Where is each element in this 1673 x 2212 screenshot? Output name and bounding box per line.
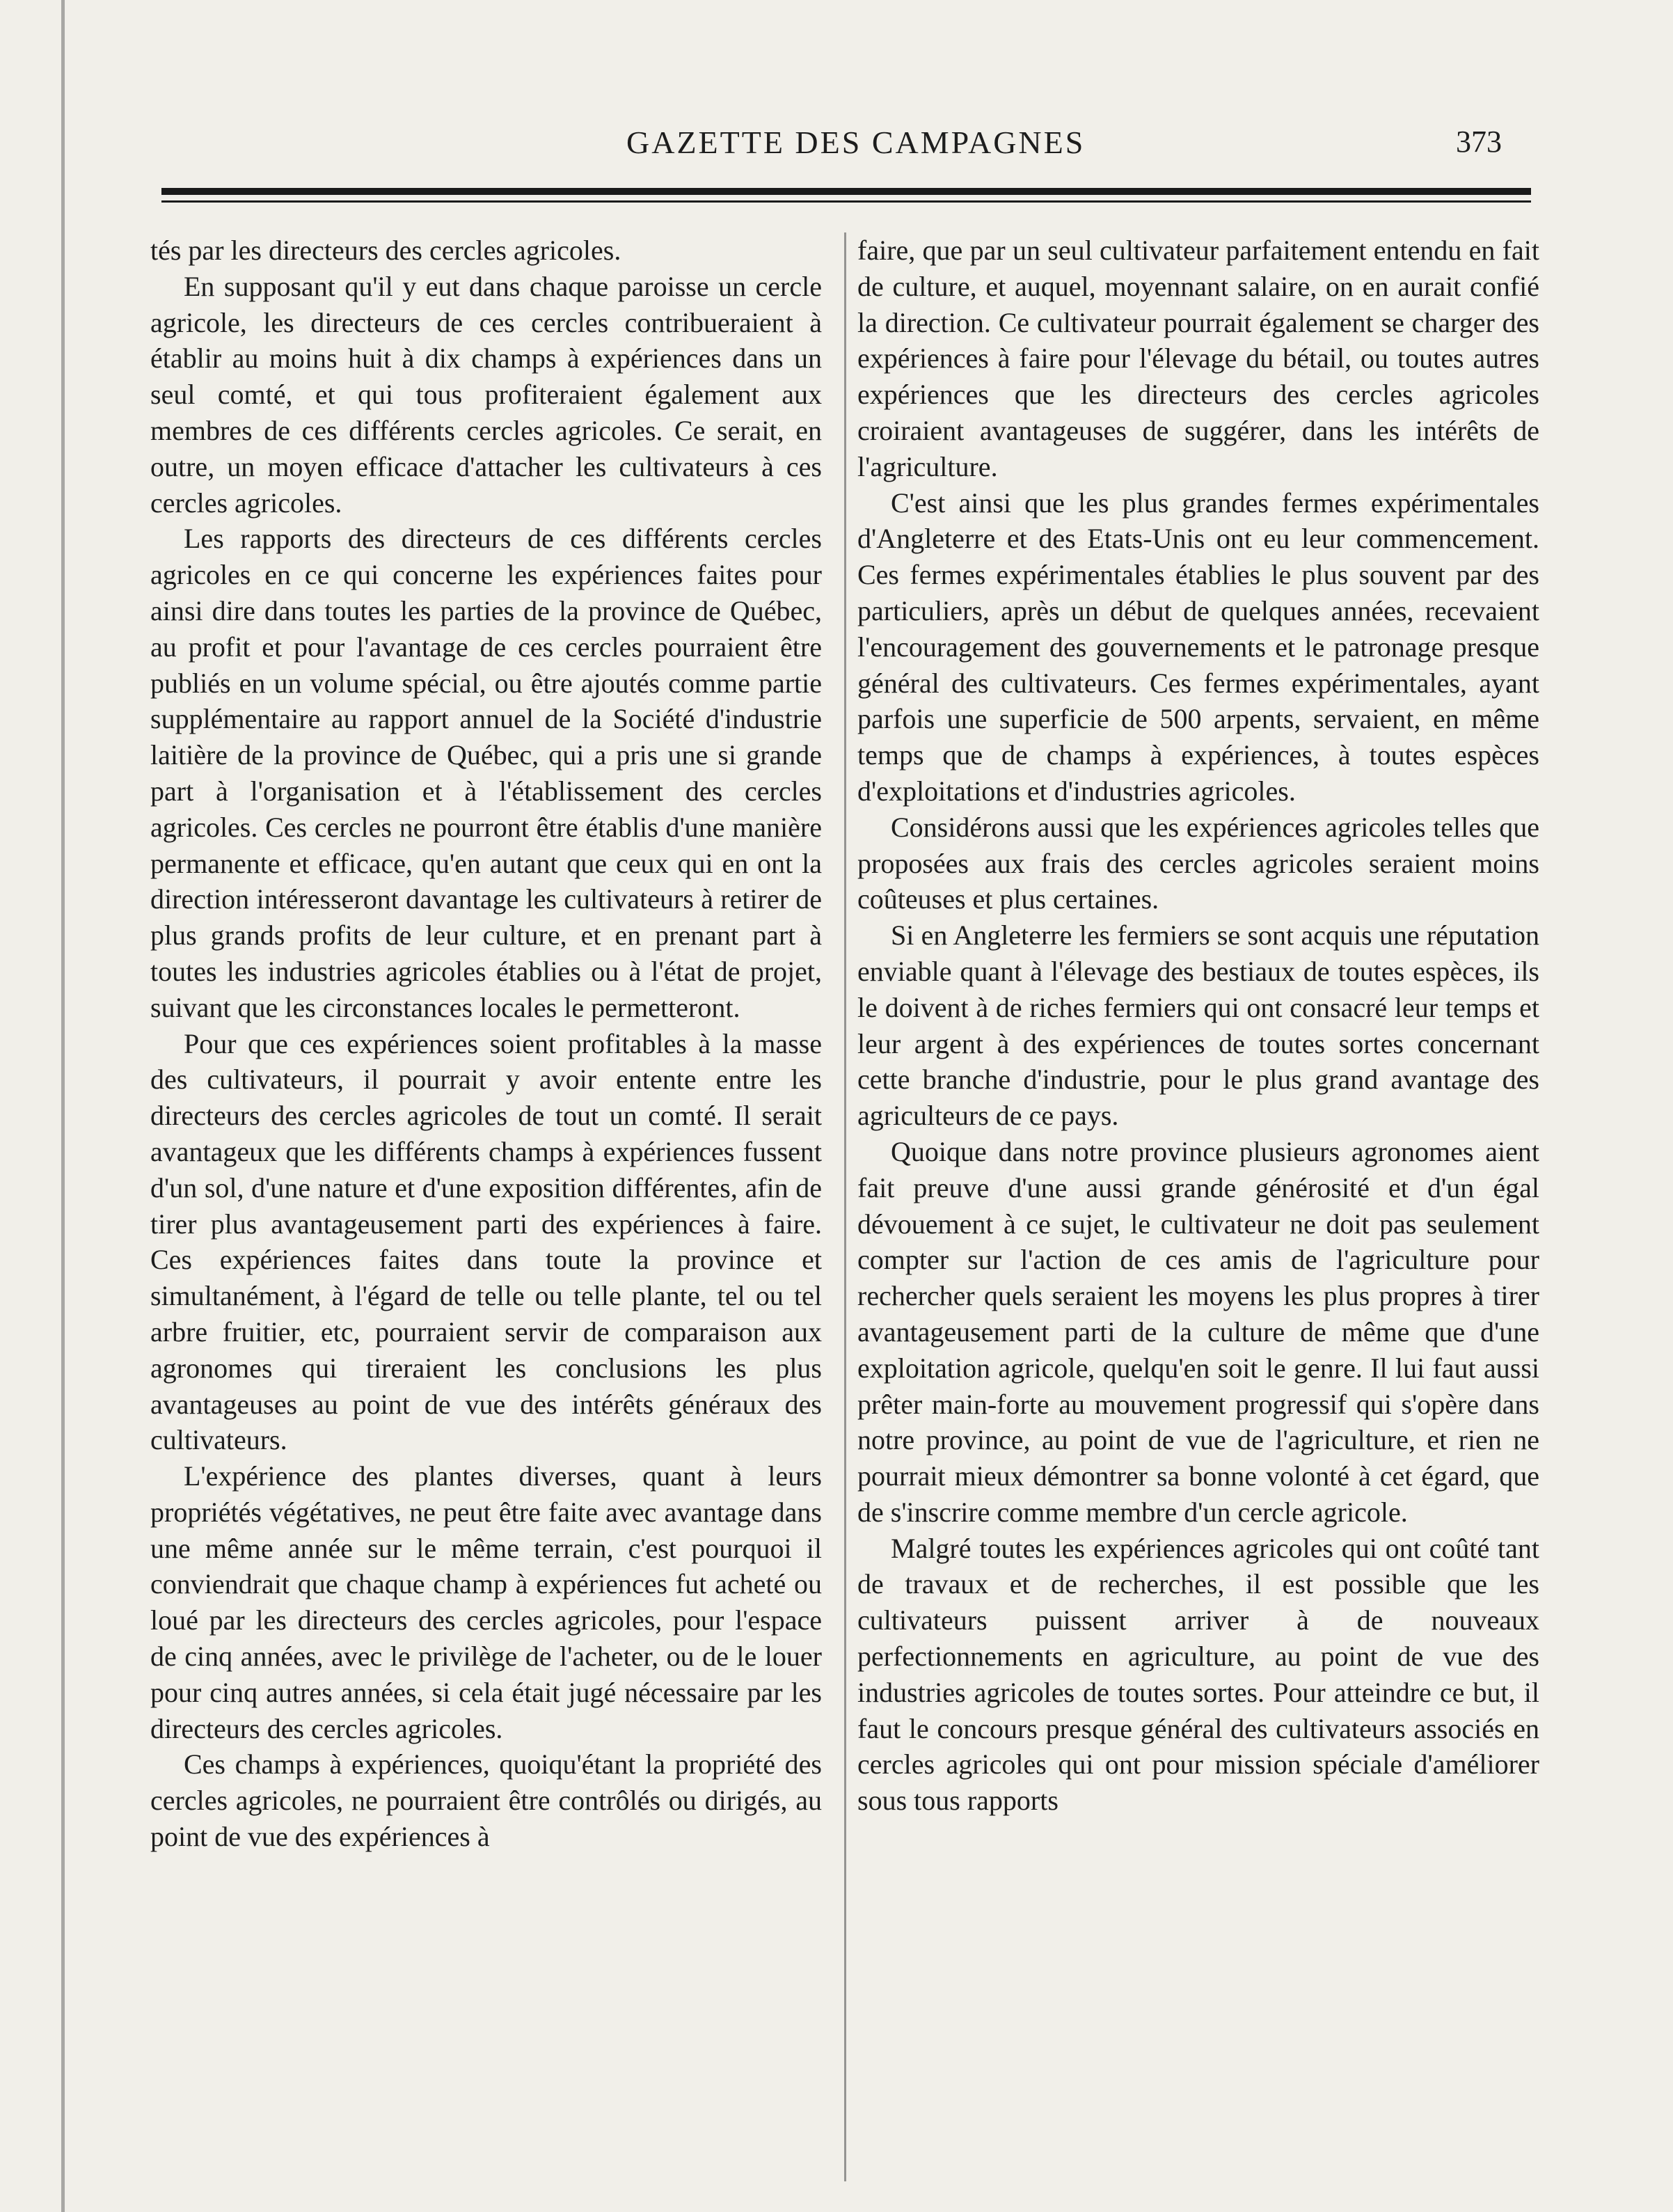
paragraph: Les rapports des directeurs de ces différents cercles agricoles en ce qui concerne les expériences faites pour ainsi dire dans toutes les parties de la province de Québec, au profit et pour l'avantage de ces cercles pourraient être publiés en un volume spécial, ou être ajoutés comme partie supplémentaire au rapport annuel de la Société d'industrie laitière de la province de Québec, qui a pris une si grande part à l'organisation et à l'établissement des cercles agricoles. Ces cercles ne pourront être établis d'une manière permanente et efficace, qu'en autant que ceux qui en ont la direction intéresseront davantage les cultivateurs à retirer de plus grands profits de leur culture, et en prenant part à toutes les industries agricoles établies ou à l'état de projet, suivant que les circonstances locales le permetteront. (150, 523, 822, 1023)
header-rule-thin (161, 200, 1531, 203)
column-separator (844, 232, 846, 2181)
paragraph: faire, que par un seul cultivateur parfaitement entendu en fait de culture, et auquel, moyennant salaire, on en aurait confié la direction. Ce cultivateur pourrait également se charger des expériences à faire pour l'élevage du bétail, ou toutes autres expériences que les directeurs des cercles agricoles croiraient avantageuses de suggérer, dans les intérêts de l'agriculture. (857, 235, 1539, 482)
paragraph: En supposant qu'il y eut dans chaque paroisse un cercle agricole, les directeurs de ces cercles contribueraient à établir au moins huit à dix champs à expériences dans un seul comté, et qui tous profiteraient également aux membres de ces différents cercles agricoles. Ce serait, en outre, un moyen efficace d'attacher les cultivateurs à ces cercles agricoles. (150, 270, 822, 519)
binding-margin-line (61, 0, 65, 2212)
paragraph: Ces champs à expériences, quoiqu'étant la propriété des cercles agricoles, ne pourraient être contrôlés ou dirigés, au point de vue des expériences à (150, 1748, 822, 1853)
left-column (150, 232, 822, 1855)
running-header-title: GAZETTE DES CAMPAGNES (626, 125, 1086, 160)
paragraph: tés par les directeurs des cercles agricoles. (150, 235, 621, 266)
paragraph: C'est ainsi que les plus grandes fermes expérimentales d'Angleterre et des Etats-Unis ont eu leur commencement. Ces fermes expérimentales établies le plus souvent par des particuliers, après un début de quelques années, recevaient l'encouragement des gouvernements et le patronage presque général des cultivateurs. Ces fermes expérimentales, ayant parfois une superficie de 500 arpents, servaient, en même temps que de champs à expériences, à toutes espèces d'exploitations et d'industries agricoles. (857, 487, 1539, 807)
paragraph: Malgré toutes les expériences agricoles qui ont coûté tant de travaux et de recherches, il est possible que les cultivateurs puissent arriver à de nouveaux perfectionnements en agriculture, au point de vue des industries agricoles de toutes sortes. Pour atteindre ce but, il faut le concours presque général des cultivateurs associés en cercles agricoles qui ont pour mission spéciale d'améliorer sous tous rapports (857, 1532, 1539, 1817)
paragraph: Si en Angleterre les fermiers se sont acquis une réputation enviable quant à l'élevage des bestiaux de toutes espèces, ils le doivent à de riches fermiers qui ont consacré leur temps et leur argent à des expériences de toutes sortes concernant cette branche d'industrie, pour le plus grand avantage des agriculteurs de ce pays. (857, 919, 1539, 1132)
page-number: 373 (1456, 125, 1502, 159)
header-rule-thick (161, 188, 1531, 195)
paragraph: Considérons aussi que les expériences agricoles telles que proposées aux frais des cercles agricoles seraient moins coûteuses et plus certaines. (857, 811, 1539, 915)
paragraph: Quoique dans notre province plusieurs agronomes aient fait preuve d'une aussi grande générosité et d'un égal dévouement à ce sujet, le cultivateur ne doit pas seulement compter sur l'action de ces amis de l'agriculture pour rechercher quels seraient les moyens les plus propres à tirer avantageusement parti de la culture de même que d'une exploitation agricole, quelqu'en soit le genre. Il lui faut aussi prêter main-forte au mouvement progressif qui s'opère dans notre province, au point de vue de l'agriculture, et rien ne pourrait mieux démontrer sa bonne volonté à cet égard, que de s'inscrire comme membre d'un cercle agricole. (857, 1135, 1539, 1528)
paragraph: L'expérience des plantes diverses, quant à leurs propriétés végétatives, ne peut être faite avec avantage dans une même année sur le même terrain, c'est pourquoi il conviendrait que chaque champ à expériences fut acheté ou loué par les directeurs des cercles agricoles, pour l'espace de cinq années, avec le privilège de l'acheter, ou de le louer pour cinq autres années, si cela était jugé nécessaire par les directeurs des cercles agricoles. (150, 1460, 822, 1744)
paragraph: Pour que ces expériences soient profitables à la masse des cultivateurs, il pourrait y avoir entente entre les directeurs des cercles agricoles de tout un comté. Il serait avantageux que les différents champs à expériences fussent d'un sol, d'une nature et d'une exposition différentes, afin de tirer plus avantageusement parti des expériences à faire. Ces expériences faites dans toute la province et simultanément, à l'égard de telle ou telle plante, tel ou tel arbre fruitier, etc, pourraient servir de comparaison aux agronomes qui tireraient les conclusions les plus avantageuses au point de vue des intérêts généraux des cultivateurs. (150, 1027, 822, 1456)
right-column (857, 232, 1539, 1819)
